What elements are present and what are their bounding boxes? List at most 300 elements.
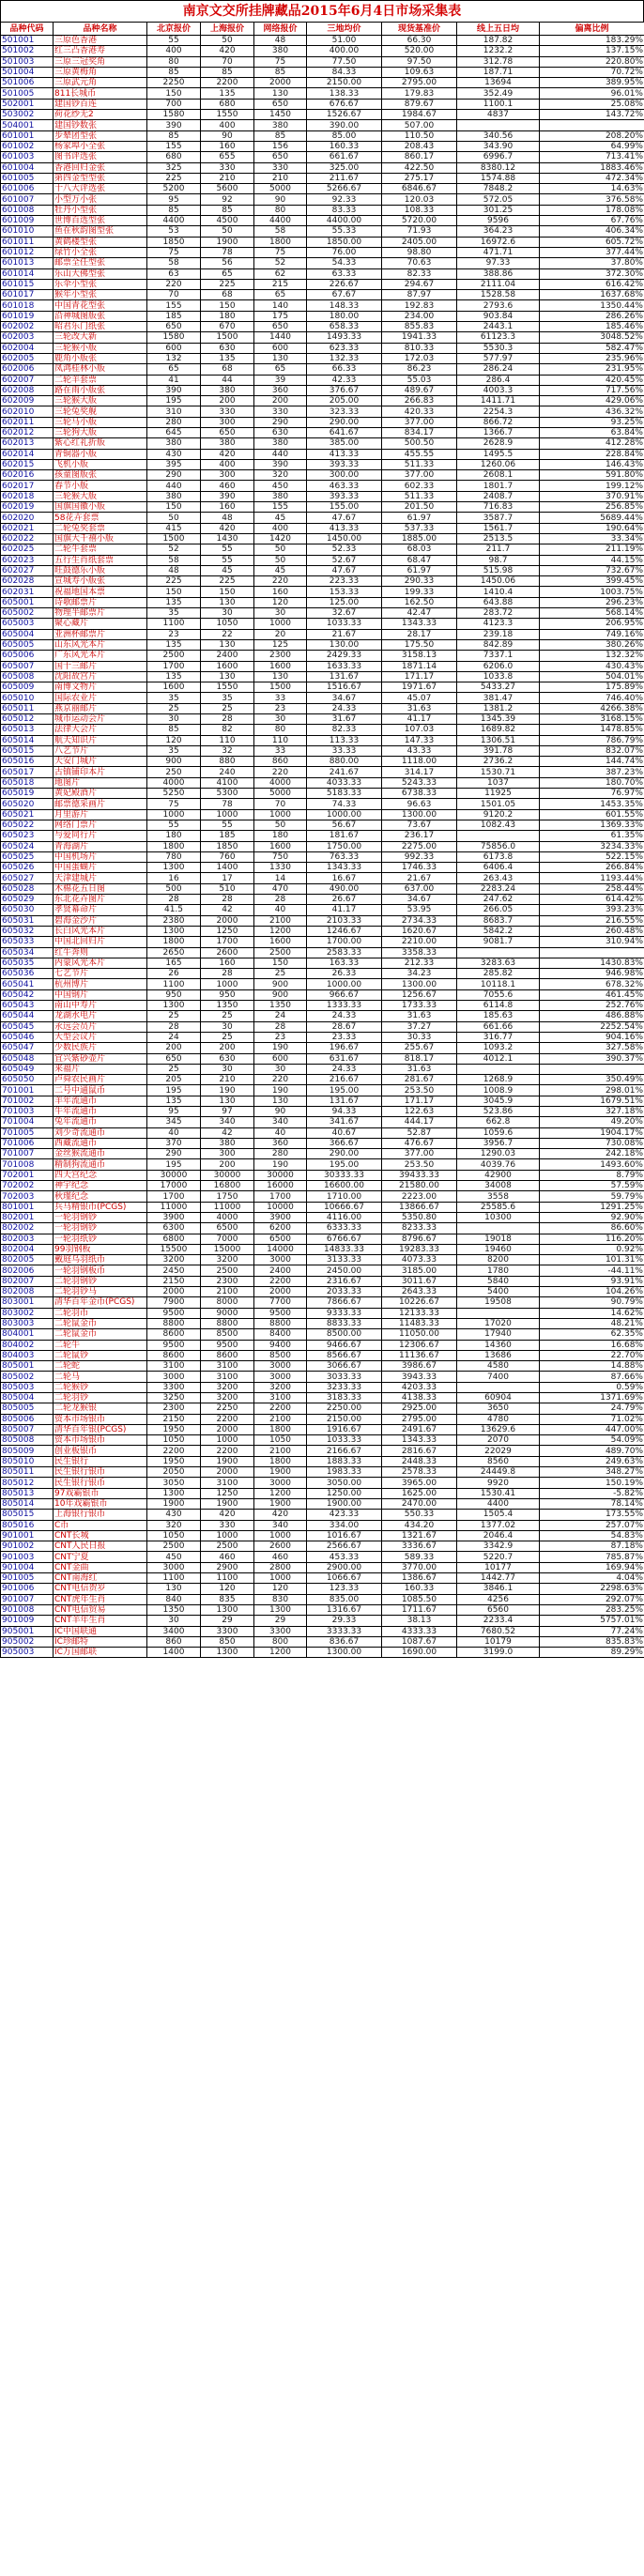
cell-shanghai: 1900 <box>201 237 254 247</box>
cell-name: 民生银行银币 <box>54 1467 147 1478</box>
table-row <box>1 194 644 205</box>
cell-avg: 1300.00 <box>307 1648 382 1658</box>
cell-shanghai: 6500 <box>201 1223 254 1234</box>
cell-online: 6500 <box>254 1234 307 1244</box>
cell-online: 470 <box>254 883 307 894</box>
table-row <box>1 1488 644 1498</box>
cell-five-day: 2793.6 <box>457 300 540 311</box>
cell-base: 537.33 <box>382 523 457 533</box>
cell-shanghai: 25 <box>201 1032 254 1042</box>
table-row <box>1 1149 644 1159</box>
cell-avg: 2583.33 <box>307 947 382 958</box>
cell-five-day: 1501.05 <box>457 799 540 809</box>
cell-deviation: -44.11% <box>540 1265 644 1276</box>
cell-avg: 836.67 <box>307 1636 382 1647</box>
cell-deviation: 296.23% <box>540 597 644 607</box>
cell-online: 650 <box>254 99 307 109</box>
cell-beijing: 130 <box>147 1584 201 1594</box>
cell-code: 601017 <box>1 290 54 300</box>
cell-code: 805009 <box>1 1446 54 1456</box>
cell-name: 羊年流通币 <box>54 1096 147 1106</box>
cell-name: 孩童图版张 <box>54 470 147 481</box>
cell-avg: 52.67 <box>307 555 382 565</box>
cell-shanghai: 330 <box>201 162 254 173</box>
cell-deviation: 260.48% <box>540 926 644 936</box>
cell-online: 1000 <box>254 1530 307 1541</box>
table-row <box>1 703 644 713</box>
cell-base: 1386.67 <box>382 1573 457 1584</box>
cell-name: 宣城寿小版张 <box>54 576 147 587</box>
cell-online: 380 <box>254 491 307 501</box>
cell-online: 28 <box>254 895 307 905</box>
cell-name: 广东风光本片 <box>54 651 147 661</box>
cell-beijing: 2450 <box>147 1265 201 1276</box>
cell-online: 190 <box>254 1043 307 1053</box>
table-row <box>1 279 644 289</box>
cell-name: 中国机场片 <box>54 851 147 862</box>
cell-avg: 131.67 <box>307 671 382 682</box>
cell-code: 602012 <box>1 427 54 437</box>
cell-online: 23 <box>254 1032 307 1042</box>
cell-name: 绿竹小全张 <box>54 247 147 257</box>
cell-name: 黄妃殿酒片 <box>54 789 147 799</box>
cell-code: 905003 <box>1 1648 54 1658</box>
table-row <box>1 979 644 989</box>
cell-code: 805002 <box>1 1372 54 1382</box>
cell-shanghai: 1430 <box>201 533 254 544</box>
cell-base: 507.00 <box>382 120 457 130</box>
cell-code: 605030 <box>1 905 54 915</box>
cell-name: 二轮牛套票 <box>54 544 147 555</box>
cell-five-day: 716.83 <box>457 502 540 513</box>
cell-shanghai: 11000 <box>201 1202 254 1212</box>
cell-name: 紫心红礼折版 <box>54 438 147 449</box>
cell-deviation: 591.80% <box>540 470 644 481</box>
cell-beijing: 840 <box>147 1594 201 1604</box>
cell-deviation: 62.35% <box>540 1329 644 1340</box>
cell-shanghai: 1550 <box>201 110 254 120</box>
cell-avg: 1493.33 <box>307 332 382 343</box>
cell-online: 380 <box>254 46 307 56</box>
cell-online: 200 <box>254 396 307 406</box>
table-row <box>1 969 644 979</box>
cell-five-day: 1377.02 <box>457 1520 540 1530</box>
cell-code: 605018 <box>1 777 54 788</box>
cell-online: 70 <box>254 799 307 809</box>
cell-five-day: 312.78 <box>457 56 540 67</box>
cell-online: 3200 <box>254 1382 307 1392</box>
cell-shanghai: 78 <box>201 247 254 257</box>
cell-online: 750 <box>254 851 307 862</box>
table-row <box>1 745 644 756</box>
cell-shanghai: 55 <box>201 544 254 555</box>
cell-shanghai: 2200 <box>201 1414 254 1424</box>
cell-five-day: 4780 <box>457 1414 540 1424</box>
cell-online: 280 <box>254 1149 307 1159</box>
cell-avg: 1250.00 <box>307 1488 382 1498</box>
cell-name: 沿神城图版张 <box>54 311 147 321</box>
table-row <box>1 438 644 449</box>
cell-five-day: 5530.3 <box>457 343 540 353</box>
cell-deviation: 14.63% <box>540 184 644 194</box>
cell-avg: 2150.00 <box>307 1414 382 1424</box>
cell-base: 860.17 <box>382 152 457 162</box>
cell-deviation <box>540 1064 644 1074</box>
cell-code: 805003 <box>1 1382 54 1392</box>
table-row <box>1 300 644 311</box>
cell-code: 601001 <box>1 130 54 141</box>
table-row <box>1 1584 644 1594</box>
cell-online: 5000 <box>254 184 307 194</box>
cell-online: 75 <box>254 247 307 257</box>
table-row <box>1 67 644 77</box>
cell-code: 803001 <box>1 1297 54 1308</box>
cell-deviation: 4.04% <box>540 1573 644 1584</box>
cell-code: 605016 <box>1 757 54 767</box>
table-row <box>1 88 644 99</box>
cell-online: 110 <box>254 735 307 745</box>
cell-base: 818.17 <box>382 1053 457 1064</box>
cell-deviation: 605.72% <box>540 237 644 247</box>
cell-online: 65 <box>254 290 307 300</box>
cell-deviation: 216.55% <box>540 915 644 926</box>
cell-five-day: 8380.12 <box>457 162 540 173</box>
cell-online: 1500 <box>254 682 307 693</box>
cell-avg: 26.67 <box>307 895 382 905</box>
table-row <box>1 1648 644 1658</box>
cell-online: 3000 <box>254 1361 307 1372</box>
cell-code: 605027 <box>1 873 54 883</box>
cell-avg: 216.67 <box>307 1075 382 1085</box>
cell-online: 290 <box>254 417 307 427</box>
cell-online: 175 <box>254 311 307 321</box>
cell-deviation: 220.80% <box>540 56 644 67</box>
cell-avg: 1850.00 <box>307 237 382 247</box>
cell-shanghai: 150 <box>201 587 254 597</box>
cell-beijing: 1300 <box>147 1488 201 1498</box>
cell-deviation: 48.21% <box>540 1318 644 1328</box>
header-online: 网络报价 <box>254 23 307 36</box>
table-row <box>1 470 644 481</box>
cell-avg: 390.00 <box>307 120 382 130</box>
cell-online: 130 <box>254 1096 307 1106</box>
cell-base: 5350.80 <box>382 1212 457 1222</box>
cell-deviation: 447.00% <box>540 1424 644 1434</box>
cell-online: 1900 <box>254 1467 307 1478</box>
cell-deviation: 614.42% <box>540 895 644 905</box>
table-body <box>1 36 644 1658</box>
cell-beijing: 650 <box>147 322 201 332</box>
cell-avg: 4033.33 <box>307 777 382 788</box>
cell-beijing: 380 <box>147 438 201 449</box>
cell-name: 二轮羽钢钞 <box>54 1276 147 1286</box>
cell-avg: 196.67 <box>307 1043 382 1053</box>
cell-name: 三轮猴小版 <box>54 343 147 353</box>
cell-name: 中国青花型张 <box>54 300 147 311</box>
table-row <box>1 56 644 67</box>
cell-five-day: 16972.6 <box>457 237 540 247</box>
table-row <box>1 1446 644 1456</box>
cell-beijing: 3250 <box>147 1393 201 1403</box>
cell-name: 兔年流通币 <box>54 1117 147 1127</box>
cell-base: 511.33 <box>382 491 457 501</box>
cell-online: 2600 <box>254 1541 307 1552</box>
cell-five-day: 1381.2 <box>457 703 540 713</box>
cell-deviation: 370.91% <box>540 491 644 501</box>
cell-avg: 123.33 <box>307 1584 382 1594</box>
cell-code: 901006 <box>1 1584 54 1594</box>
cell-online: 1600 <box>254 937 307 947</box>
cell-online: 14000 <box>254 1244 307 1254</box>
cell-shanghai: 200 <box>201 1043 254 1053</box>
cell-five-day: 1801.7 <box>457 481 540 491</box>
cell-shanghai: 1700 <box>201 937 254 947</box>
table-row <box>1 1001 644 1011</box>
cell-name: 二号中通鼠币 <box>54 1085 147 1096</box>
cell-online: 30 <box>254 1064 307 1074</box>
cell-code: 602022 <box>1 533 54 544</box>
cell-base: 162.50 <box>382 597 457 607</box>
cell-base: 1343.33 <box>382 619 457 629</box>
cell-beijing: 600 <box>147 343 201 353</box>
cell-avg: 9466.67 <box>307 1340 382 1350</box>
cell-shanghai: 3200 <box>201 1255 254 1265</box>
cell-five-day: 1093.2 <box>457 1043 540 1053</box>
cell-avg: 5266.67 <box>307 184 382 194</box>
cell-deviation: 377.44% <box>540 247 644 257</box>
table-row <box>1 1382 644 1392</box>
cell-online: 420 <box>254 1510 307 1520</box>
cell-deviation: 71.02% <box>540 1414 644 1424</box>
cell-name: 一轮羽钢钞 <box>54 1223 147 1234</box>
cell-beijing: 1300 <box>147 926 201 936</box>
cell-code: 805010 <box>1 1456 54 1466</box>
cell-code: 501001 <box>1 36 54 46</box>
cell-deviation: 137.15% <box>540 46 644 56</box>
cell-beijing: 7900 <box>147 1297 201 1308</box>
cell-base: 107.03 <box>382 725 457 735</box>
cell-five-day: 352.49 <box>457 88 540 99</box>
cell-avg: 3183.33 <box>307 1393 382 1403</box>
cell-beijing: 30 <box>147 714 201 725</box>
cell-shanghai: 330 <box>201 1520 254 1530</box>
cell-online: 6200 <box>254 1223 307 1234</box>
cell-deviation: 235.96% <box>540 353 644 363</box>
cell-beijing: 1800 <box>147 841 201 851</box>
cell-deviation: 44.15% <box>540 555 644 565</box>
cell-shanghai: 97 <box>201 1106 254 1116</box>
cell-online: 630 <box>254 427 307 437</box>
cell-deviation: 180.70% <box>540 777 644 788</box>
cell-code: 605041 <box>1 979 54 989</box>
cell-code: 605047 <box>1 1043 54 1053</box>
cell-beijing: 1700 <box>147 661 201 671</box>
cell-base: 253.50 <box>382 1085 457 1096</box>
cell-base: 199.33 <box>382 587 457 597</box>
cell-deviation: 283.25% <box>540 1604 644 1615</box>
cell-deviation: 144.74% <box>540 757 644 767</box>
table-row <box>1 725 644 735</box>
cell-five-day: 3283.63 <box>457 958 540 968</box>
cell-deviation: 904.16% <box>540 1032 644 1042</box>
cell-avg: 85.00 <box>307 130 382 141</box>
cell-beijing: 5200 <box>147 184 201 194</box>
cell-online: 3300 <box>254 1626 307 1636</box>
cell-code: 601015 <box>1 279 54 289</box>
cell-base: 2795.00 <box>382 1414 457 1424</box>
cell-five-day: 13686 <box>457 1350 540 1360</box>
cell-base: 71.93 <box>382 226 457 237</box>
cell-five-day: 3342.9 <box>457 1541 540 1552</box>
cell-five-day: 4256 <box>457 1594 540 1604</box>
table-row <box>1 1424 644 1434</box>
cell-code: 702002 <box>1 1181 54 1191</box>
cell-avg: 63.33 <box>307 268 382 279</box>
cell-avg: 223.33 <box>307 576 382 587</box>
table-row <box>1 989 644 1000</box>
cell-five-day: 1528.58 <box>457 290 540 300</box>
cell-beijing: 150 <box>147 587 201 597</box>
cell-five-day: 185.63 <box>457 1011 540 1021</box>
cell-code: 601012 <box>1 247 54 257</box>
cell-code: 901005 <box>1 1573 54 1584</box>
cell-base: 6738.33 <box>382 789 457 799</box>
cell-deviation: 310.94% <box>540 937 644 947</box>
cell-shanghai: 30 <box>201 608 254 619</box>
cell-deviation <box>540 120 644 130</box>
cell-code: 605019 <box>1 789 54 799</box>
cell-shanghai: 9000 <box>201 1308 254 1318</box>
cell-beijing: 24 <box>147 1032 201 1042</box>
cell-deviation: 2298.63% <box>540 1584 644 1594</box>
cell-shanghai: 1600 <box>201 661 254 671</box>
cell-name: 聚心藏片 <box>54 619 147 629</box>
cell-name: CNT虎年生肖 <box>54 1594 147 1604</box>
cell-base: 234.00 <box>382 311 457 321</box>
cell-code: 602009 <box>1 396 54 406</box>
cell-name: CNT电信贺岁 <box>54 1584 147 1594</box>
cell-avg: 226.67 <box>307 279 382 289</box>
cell-shanghai: 190 <box>201 1085 254 1096</box>
cell-five-day: 316.77 <box>457 1032 540 1042</box>
cell-code: 605011 <box>1 703 54 713</box>
cell-shanghai: 1500 <box>201 332 254 343</box>
cell-deviation: 146.43% <box>540 459 644 469</box>
cell-five-day: 364.23 <box>457 226 540 237</box>
cell-five-day: 2443.1 <box>457 322 540 332</box>
cell-code: 605033 <box>1 937 54 947</box>
table-row <box>1 895 644 905</box>
cell-base: 2210.00 <box>382 937 457 947</box>
cell-beijing: 500 <box>147 883 201 894</box>
cell-shanghai: 82 <box>201 725 254 735</box>
cell-avg: 3066.67 <box>307 1361 382 1372</box>
cell-code: 802005 <box>1 1255 54 1265</box>
cell-beijing: 85 <box>147 130 201 141</box>
cell-name: 国十三邮片 <box>54 661 147 671</box>
cell-beijing: 3400 <box>147 1626 201 1636</box>
cell-avg: 24.33 <box>307 703 382 713</box>
cell-beijing: 3100 <box>147 1361 201 1372</box>
table-row <box>1 173 644 183</box>
cell-name: 凤鸿桂林小版 <box>54 364 147 375</box>
cell-deviation: 390.37% <box>540 1053 644 1064</box>
cell-online: 130 <box>254 88 307 99</box>
cell-name: 月里游片 <box>54 809 147 820</box>
cell-avg: 77.50 <box>307 56 382 67</box>
cell-online: 9500 <box>254 1308 307 1318</box>
cell-base: 1690.00 <box>382 1648 457 1658</box>
cell-five-day: 6114.8 <box>457 1001 540 1011</box>
cell-shanghai: 35 <box>201 693 254 703</box>
cell-base: 3185.00 <box>382 1265 457 1276</box>
cell-shanghai: 460 <box>201 1552 254 1562</box>
table-row <box>1 417 644 427</box>
cell-base: 39433.33 <box>382 1170 457 1180</box>
cell-online: 220 <box>254 576 307 587</box>
cell-base: 3943.33 <box>382 1372 457 1382</box>
cell-name: 乐山大佛型张 <box>54 268 147 279</box>
cell-beijing: 41.5 <box>147 905 201 915</box>
cell-name: 地图片 <box>54 777 147 788</box>
cell-beijing: 155 <box>147 141 201 151</box>
cell-beijing: 35 <box>147 608 201 619</box>
cell-beijing: 2150 <box>147 1276 201 1286</box>
cell-deviation: 199.12% <box>540 481 644 491</box>
table-row <box>1 1181 644 1191</box>
cell-five-day: 1442.77 <box>457 1573 540 1584</box>
cell-shanghai: 835 <box>201 1594 254 1604</box>
cell-deviation: 211.19% <box>540 544 644 555</box>
cell-online: 1600 <box>254 841 307 851</box>
cell-code: 804003 <box>1 1350 54 1360</box>
cell-shanghai: 3200 <box>201 1382 254 1392</box>
cell-deviation: 785.87% <box>540 1552 644 1562</box>
cell-online: 650 <box>254 152 307 162</box>
table-row <box>1 523 644 533</box>
cell-deviation: 22.70% <box>540 1350 644 1360</box>
cell-base: 110.50 <box>382 130 457 141</box>
cell-deviation: 14.62% <box>540 1308 644 1318</box>
cell-online: 380 <box>254 120 307 130</box>
cell-avg: 34.67 <box>307 693 382 703</box>
cell-deviation: -5.82% <box>540 1488 644 1498</box>
cell-beijing: 75 <box>147 247 201 257</box>
cell-five-day: 1290.03 <box>457 1149 540 1159</box>
cell-online: 1450 <box>254 110 307 120</box>
table-row <box>1 1064 644 1074</box>
cell-beijing: 3200 <box>147 1255 201 1265</box>
cell-beijing: 85 <box>147 205 201 215</box>
cell-beijing: 25 <box>147 703 201 713</box>
cell-base: 179.83 <box>382 88 457 99</box>
cell-shanghai: 110 <box>201 735 254 745</box>
cell-code: 802002 <box>1 1223 54 1234</box>
cell-beijing: 30000 <box>147 1170 201 1180</box>
cell-avg: 1000.00 <box>307 809 382 820</box>
cell-shanghai: 70 <box>201 56 254 67</box>
cell-code: 601002 <box>1 141 54 151</box>
cell-deviation: 730.08% <box>540 1138 644 1148</box>
cell-deviation: 1193.44% <box>540 873 644 883</box>
cell-avg: 393.33 <box>307 459 382 469</box>
table-row <box>1 1318 644 1328</box>
cell-shanghai: 130 <box>201 1096 254 1106</box>
cell-base: 28.17 <box>382 629 457 639</box>
cell-shanghai: 185 <box>201 831 254 841</box>
cell-beijing: 3000 <box>147 1372 201 1382</box>
cell-deviation: 420.45% <box>540 375 644 385</box>
